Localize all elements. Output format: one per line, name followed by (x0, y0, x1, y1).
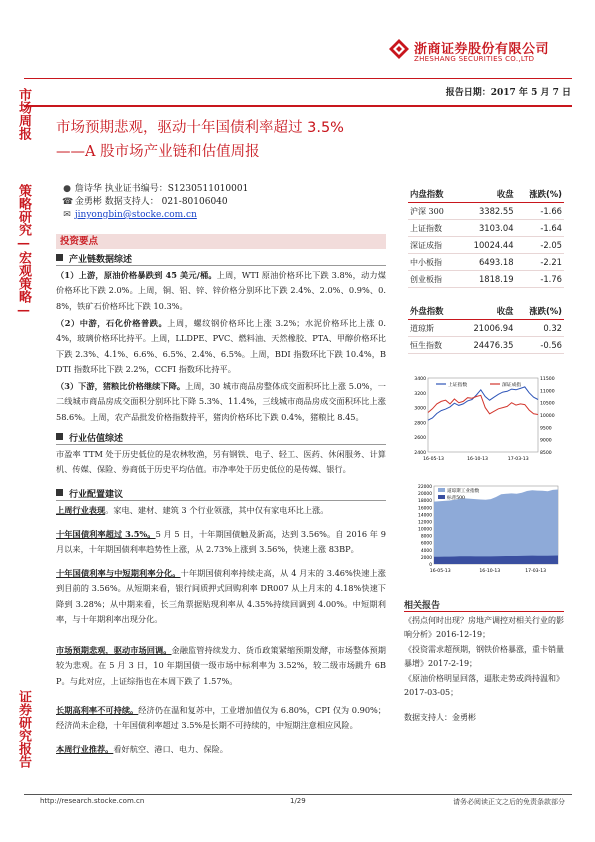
related-report-link[interactable]: 《原油价格明显回落，逼胀走势或尚持温和》2017-03-05； (404, 674, 564, 697)
table-header-cell: 涨跌(%) (515, 303, 564, 320)
index-close: 10024.44 (458, 237, 516, 254)
company-logo-icon (388, 38, 410, 60)
support-line (62, 196, 228, 209)
y-tick-label: 16000 (418, 506, 432, 512)
bullet-square-icon (56, 254, 63, 261)
table-header-row (408, 303, 564, 320)
foreign-index-table (408, 303, 564, 354)
report-subtitle: ——A 股市场产业链和估值周报 (56, 144, 260, 160)
phone-icon: ☎ (62, 197, 74, 207)
index-name: 创业板指 (408, 271, 458, 288)
section-rule (56, 444, 386, 445)
index-change: -1.76 (516, 271, 564, 288)
index-name: 深证成指 (408, 237, 458, 254)
index-name: 上证指数 (408, 220, 458, 237)
related-report-link[interactable]: 《投资需求超预期，钢铁价格暴涨，重卡销量暴增》2017-2-19； (404, 645, 564, 668)
y-tick-label-right: 10500 (540, 401, 555, 407)
paragraph-rate-divergence: 十年国债利率与中短期利率分化。十年期国债利率持续走高，从 4 月末的 3.46%快速上涨到目前的 3.56%。从短期来看，银行间质押式回购利率 DR007 从上月末的 4.18%快速下降到 3.28%；从中期来看，长三角票据贴现利率从 4.35%持续回调到 4.00%。中短期利率，与十年期利率出现分化。 (56, 568, 386, 625)
support-info: 金勇彬 数据支持人： 021-80106040 (74, 197, 228, 207)
y-tick-label-right: 9500 (540, 426, 552, 432)
index-change: -2.21 (516, 254, 564, 271)
table-header-cell: 收盘 (458, 186, 516, 203)
y-tick-label: 6000 (420, 541, 432, 547)
footer-disclaimer: 请务必阅读正文之后的免责条款部分 (453, 798, 565, 806)
related-rule (404, 611, 564, 612)
table-header-cell: 涨跌(%) (516, 186, 564, 203)
x-tick-label: 17-03-13 (525, 569, 547, 574)
index-close: 24476.35 (457, 337, 515, 354)
table-header-cell: 内盘指数 (408, 186, 458, 203)
index-close: 3103.04 (458, 220, 516, 237)
table-row (408, 337, 564, 354)
related-reports-heading: 相关报告 (404, 601, 441, 611)
person-icon: ● (63, 184, 71, 194)
legend-swatch (438, 488, 445, 492)
legend-label: 深证成指 (502, 383, 522, 388)
y-tick-label-left: 3400 (414, 377, 426, 382)
legend-label: 标普500 (447, 496, 465, 501)
header-divider-thick (24, 105, 572, 107)
bullet-square-icon (56, 433, 63, 440)
table-header-cell: 收盘 (457, 303, 515, 320)
paragraph-downstream: （3）下游，猪粮比价格继续下降。上周，30 城市商品房整体成交面积环比上涨 5.0%，一二线城市商品房成交面积分别环比下降 5.3%、11.4%，三线城市商品房成交面积环比上涨 58.6%。上周，农产品批发价格指数持平，猪肉价格环比下跌 0.4%，猪粮比 8.45。 (56, 381, 386, 422)
y-tick-label: 14000 (418, 513, 432, 519)
index-change: -2.05 (516, 237, 564, 254)
index-name: 中小板指 (408, 254, 458, 271)
index-close: 1818.19 (458, 271, 516, 288)
x-tick-label: 16-10-13 (479, 569, 501, 574)
index-name: 道琼斯 (408, 320, 457, 337)
y-tick-label: 22000 (418, 485, 432, 490)
section-allocation-heading: 行业配置建议 (56, 487, 123, 500)
y-tick-label-right: 10000 (540, 414, 555, 419)
table-header-row (408, 186, 564, 203)
paragraph-upstream: （1）上游，原油价格暴跌到 45 美元/桶。上周，WTI 原油价格环比下跌 3.8%，动力煤价格环比下跌 2.0%。上周，铜、铝、锌、锌价格分别环比下跌 2.4%、2.0%、0.9%、0.8%，铁矿石价格环比下跌 10.3%。 (56, 270, 386, 311)
y-tick-label: 0 (429, 563, 432, 568)
email-icon: ✉ (63, 210, 71, 220)
plot-area (428, 378, 538, 452)
y-tick-label: 20000 (418, 492, 432, 498)
us-index-area-chart (406, 482, 564, 578)
email-line (62, 209, 197, 222)
section-rule (56, 500, 386, 501)
page-number: 1/29 (290, 797, 306, 805)
table-header-cell: 外盘指数 (408, 303, 457, 320)
paragraph-market-expectation: 市场预期悲观，驱动市场回调。金融监管持续发力、货币政策紧缩预期发酵，市场整体预期较为悲观。在 5 月 3 日，10 年期国债一级市场中标利率为 3.52%，较二级市场跳升 6BP。与此对应，上证综指也在本周下跌了 1.57%。 (56, 645, 386, 686)
table-row (408, 254, 564, 271)
domestic-index-line-chart (406, 372, 564, 464)
domestic-index-table (408, 186, 564, 288)
legend-label: 上证指数 (448, 383, 468, 388)
y-tick-label: 10000 (418, 527, 432, 533)
analyst-email-link[interactable]: jinyongbin@stocke.com.cn (74, 210, 197, 220)
y-tick-label-left: 2400 (414, 451, 426, 456)
paragraph-recommendation: 本周行业推荐。看好航空、港口、电力、保险。 (56, 744, 228, 754)
index-close: 21006.94 (457, 320, 515, 337)
analyst-line (62, 183, 248, 196)
key-points-heading: 投资要点 (56, 234, 386, 249)
report-date: 报告日期：2017 年 5 月 7 日 (445, 88, 571, 98)
footer-divider (24, 794, 572, 795)
y-tick-label: 4000 (420, 548, 432, 554)
y-tick-label-left: 3000 (414, 406, 426, 412)
related-report-link[interactable]: 《拐点何时出现？房地产调控对相关行业的影响分析》2016-12-19； (404, 616, 564, 639)
side-label-weekly: 市场周报 (16, 88, 31, 140)
paragraph-bond-yield: 十年国债利率超过 3.5%。5 月 5 日，十年期国债触及新高，达到 3.56%。自 2016 年 9 月以来，十年期国债利率趋势性上涨，从 2.73%上涨到 3.56%，快速上涨 83BP。 (56, 529, 386, 555)
y-tick-label-right: 8500 (540, 451, 552, 456)
table-row (408, 203, 564, 220)
section-rule (56, 265, 386, 266)
side-label-category: 策略研究—宏观策略— (16, 184, 31, 318)
y-tick-label-right: 11500 (540, 377, 555, 382)
index-change: -1.66 (516, 203, 564, 220)
paragraph-valuation: 市盈率 TTM 处于历史低位的是农林牧渔，另有钢铁、电子、轻工、医药、休闲服务、计算机、传媒、保险、券商低于历史平均估值。市净率处于历史低位的是传媒、银行。 (56, 449, 386, 475)
x-tick-label: 16-10-13 (467, 457, 488, 462)
table-row (408, 320, 564, 337)
footer-url-link[interactable]: http://research.stocke.com.cn (40, 797, 145, 805)
index-name: 恒生指数 (408, 337, 457, 354)
index-close: 3382.55 (458, 203, 516, 220)
x-tick-label: 17-03-13 (507, 457, 529, 462)
y-tick-label: 12000 (418, 520, 432, 526)
analyst-info: 詹诗华 执业证书编号：S1230511010001 (74, 184, 249, 194)
y-tick-label: 18000 (418, 499, 432, 505)
y-tick-label: 8000 (420, 534, 432, 540)
y-tick-label: 2000 (420, 555, 432, 561)
section-valuation-heading: 行业估值综述 (56, 431, 123, 444)
paragraph-long-rate: 长期高利率不可持续。经济仍在温和复苏中，工业增加值仅为 6.80%，CPI 仅为 0.90%；经济尚未企稳，十年国债利率超过 3.5%是长期不可持续的，中短期注意相应风险。 (56, 705, 386, 731)
index-change: 0.32 (515, 320, 564, 337)
table-row (408, 237, 564, 254)
y-tick-label-right: 9000 (540, 438, 552, 444)
index-name: 沪深 300 (408, 203, 458, 220)
y-tick-label-right: 11000 (540, 389, 555, 395)
legend-label: 道琼斯工业指数 (447, 489, 480, 494)
y-tick-label-left: 3200 (414, 391, 426, 397)
bullet-square-icon (56, 489, 63, 496)
legend-swatch (438, 495, 445, 499)
series-area-1 (434, 556, 558, 565)
table-row (408, 220, 564, 237)
section-chain-heading: 产业链数据综述 (56, 252, 132, 265)
x-tick-label: 16-05-13 (429, 569, 451, 574)
company-name-en: ZHESHANG SECURITIES CO.,LTD (414, 55, 535, 63)
side-label-research-report: 证券研究报告 (16, 690, 31, 768)
y-tick-label-left: 2600 (414, 436, 426, 442)
index-change: -0.56 (515, 337, 564, 354)
index-close: 6493.18 (458, 254, 516, 271)
x-tick-label: 16-05-13 (423, 457, 444, 462)
y-tick-label-left: 2800 (414, 421, 426, 427)
data-support-label: 数据支持人：金勇彬 (404, 713, 476, 722)
table-row (408, 271, 564, 288)
paragraph-midstream: （2）中游，石化价格普跌。上周，螺纹钢价格环比上涨 3.2%；水泥价格环比上涨 0.4%，玻璃价格环比持平。上周，LLDPE、PVC、燃料油、天然橡胶、PTA、甲醇价格环比下跌 2.3%、4.1%、6.6%、6.5%、2.4%、6.5%。上周，BDI 指数环比下跌 10.4%，BDTI 指数环比下跌 2.2%，CCFI 指数环比持平。 (56, 318, 386, 375)
paragraph-industry-performance: 上周行业表现。家电、建材、建筑 3 个行业领涨，其中仅有家电环比上涨。 (56, 505, 329, 515)
company-name-cn: 浙商证券股份有限公司 (414, 42, 550, 57)
report-title: 市场预期悲观，驱动十年国债利率超过 3.5% (56, 120, 344, 136)
header-divider (24, 78, 572, 79)
index-change: -1.64 (516, 220, 564, 237)
